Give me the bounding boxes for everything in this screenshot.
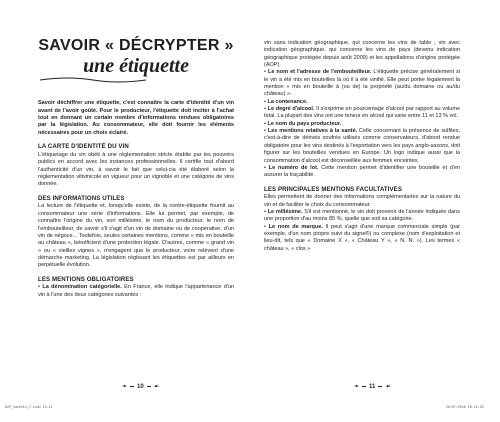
list-item	[264, 69, 460, 98]
list-item-title: Le numéro de lot.	[268, 164, 319, 171]
list-item-text: Cette mention permet d'identifier une bouteille et d'en assurer la traçabilité.	[264, 164, 460, 179]
bullet: •	[264, 69, 266, 76]
folio-ornament-icon: ❧	[122, 384, 128, 390]
section-heading-info: DES INFORMATIONS UTILES	[38, 194, 125, 202]
list-item-title: Le degré d'alcool.	[267, 106, 315, 113]
bullet: •	[264, 120, 266, 127]
list-item-text: En France, elle indique l'appartenance d'un vin à l'une des deux catégories suivantes :	[38, 284, 234, 298]
list-item	[264, 99, 460, 106]
title-sub: une étiquette	[83, 55, 189, 77]
bullet: •	[264, 223, 266, 230]
section-text-info: La lecture de l'étiquette et, lorsqu'elle existe, de la contre-étiquette fournit au consommateur une série d'informations. Elle lui permet, par exemple, de connaître l'origine du vin, son millésime, le nom du producteur, le nom de l'embouteilleur, de savoir s'il s'agit d'un vin de domaine ou de coopérative, d'un vin de négoce... Toutefois, seules certaines mentions, comme « mis en bouteille au château », bénéficient d'une protection légale. D'autres, comme « grand vin » ou « vieilles vignes », n'engagent que le producteur, voire relèvent d'une démarche marketing. La législation régissant les étiquettes est par ailleurs en perpétuelle évolution.	[38, 203, 234, 269]
folio-ornament-icon: ❧	[354, 384, 360, 390]
title-main: SAVOIR « DÉCRYPTER »	[38, 37, 234, 54]
list-item	[264, 128, 460, 165]
list-item-title: Le nom du pays producteur.	[267, 120, 342, 127]
list-item	[264, 165, 460, 180]
list-item	[264, 106, 460, 121]
list-item-title: Le nom et l'adresse de l'embouteilleur.	[267, 69, 372, 76]
list-item-title: Le nom de marque.	[268, 223, 323, 230]
list-item	[38, 284, 234, 299]
print-slug-date: 28/07/2016 18:16:35	[446, 405, 484, 409]
folio-right	[354, 383, 391, 390]
list-item-text: Il peut s'agir d'une marque commerciale simple (par exemple, d'un nom propre suivi du signe®) ou complexe (nom d'exploitation et lieu-dit, tels que « Domaine X », « Château Y », « N. N. »). Les termes « château », « clos »	[264, 223, 460, 252]
bullet: •	[264, 164, 266, 171]
list-item	[264, 209, 460, 224]
list-item	[264, 121, 460, 128]
section-text-identity: L'étiquetage du vin obéit à une réglementation stricte établie par les pouvoirs publics en accord avec les instances professionnelles. Il certifie tout d'abord l'authenticité d'un vin, à savoir le fait que celui-cia été élaboré selon la réglementation vitivinicole en vigueur pour un vignoble et une catégorie de vins donnée.	[38, 151, 234, 188]
list-item-text: Celle concernant la présence de sulfites, c'est-à-dire de dérivés soufrés utilisés comme conservateurs, d'abord rendue obligatoire pour les vins destinés à l'exportation vers les pays anglo-saxons, doit figurer sur les bouteilles vendues en Europe. Un logo indique aussi que la consommation d'alcool est déconseillée aux femmes enceintes.	[264, 128, 460, 164]
section-heading-optional: LES PRINCIPALES MENTIONS FACULTATIVES	[264, 185, 402, 193]
section-heading-identity: LA CARTE D'IDENTITÉ DU VIN	[38, 143, 129, 151]
chapter-title	[38, 36, 234, 77]
list-item-title: La contenance.	[267, 98, 308, 105]
title-ornament-icon	[38, 77, 148, 83]
list-item-title: Le millésime.	[267, 209, 303, 216]
page-number: 11	[369, 383, 376, 390]
list-item	[264, 224, 460, 253]
section-text-optional: Elles permettent de donner des informations complémentaires sur la nature du vin et de faciliter le choix du consommateur.	[264, 194, 460, 208]
list-item-text: S'il est mentionné, le vin doit provenir de l'année indiquée dans une proportion d'au moins 85 %, quelle que soit sa catégorie.	[264, 209, 460, 223]
print-slug-file: AVP_CaveVin_7.indd 10-11	[5, 405, 53, 409]
left-page	[38, 0, 234, 400]
list-item-title: Les mentions relatives à la santé.	[267, 128, 358, 135]
bullet: •	[38, 284, 40, 291]
bullet: •	[264, 106, 266, 113]
folio-ornament-icon: ☙	[153, 384, 160, 390]
intro-paragraph: Savoir déchiffrer une étiquette, c'est connaître la carte d'identité d'un vin avant de l'avoir goûté. Pour le producteur, l'étiquette doit inciter à l'achat tout en donnant un certain nombre d'informations rendues obligatoires par la législation. Au consommateur, elle doit fournir les éléments nécessaires pour un choix éclairé.	[38, 100, 234, 136]
list-item-text: Il s'exprime en pourcentage d'alcool par rapport au volume total. La plupart des vins ont une teneur en alcool qui varie entre 11 et 13 % vol.	[264, 106, 460, 120]
continued-text: vin sans indication géographique, qui concerne les vins de table ; vin avec indication géographique, qui concerne les vins de pays (devenu indication géographique protégée depuis août 2009) et les appellations d'origine protégée (AOP).	[264, 40, 460, 69]
folio-left	[122, 383, 159, 390]
folio-ornament-icon: ☙	[385, 384, 391, 390]
right-page	[264, 0, 460, 400]
list-item-text: L'étiquette précise généralement si le vin a été mis en bouteilles là où il a été vinifié. Elle peut porter légalement la mention « mis en bouteille à (ou de) la propriété (au/du domaine ou au/du château) ».	[264, 69, 460, 98]
bullet: •	[264, 98, 266, 105]
bullet: •	[264, 128, 266, 135]
list-item-title: La dénomination catégorielle.	[42, 284, 122, 291]
section-heading-mandatory: LES MENTIONS OBLIGATOIRES	[38, 275, 134, 283]
bullet: •	[264, 209, 266, 216]
page-number: 10	[137, 383, 144, 390]
